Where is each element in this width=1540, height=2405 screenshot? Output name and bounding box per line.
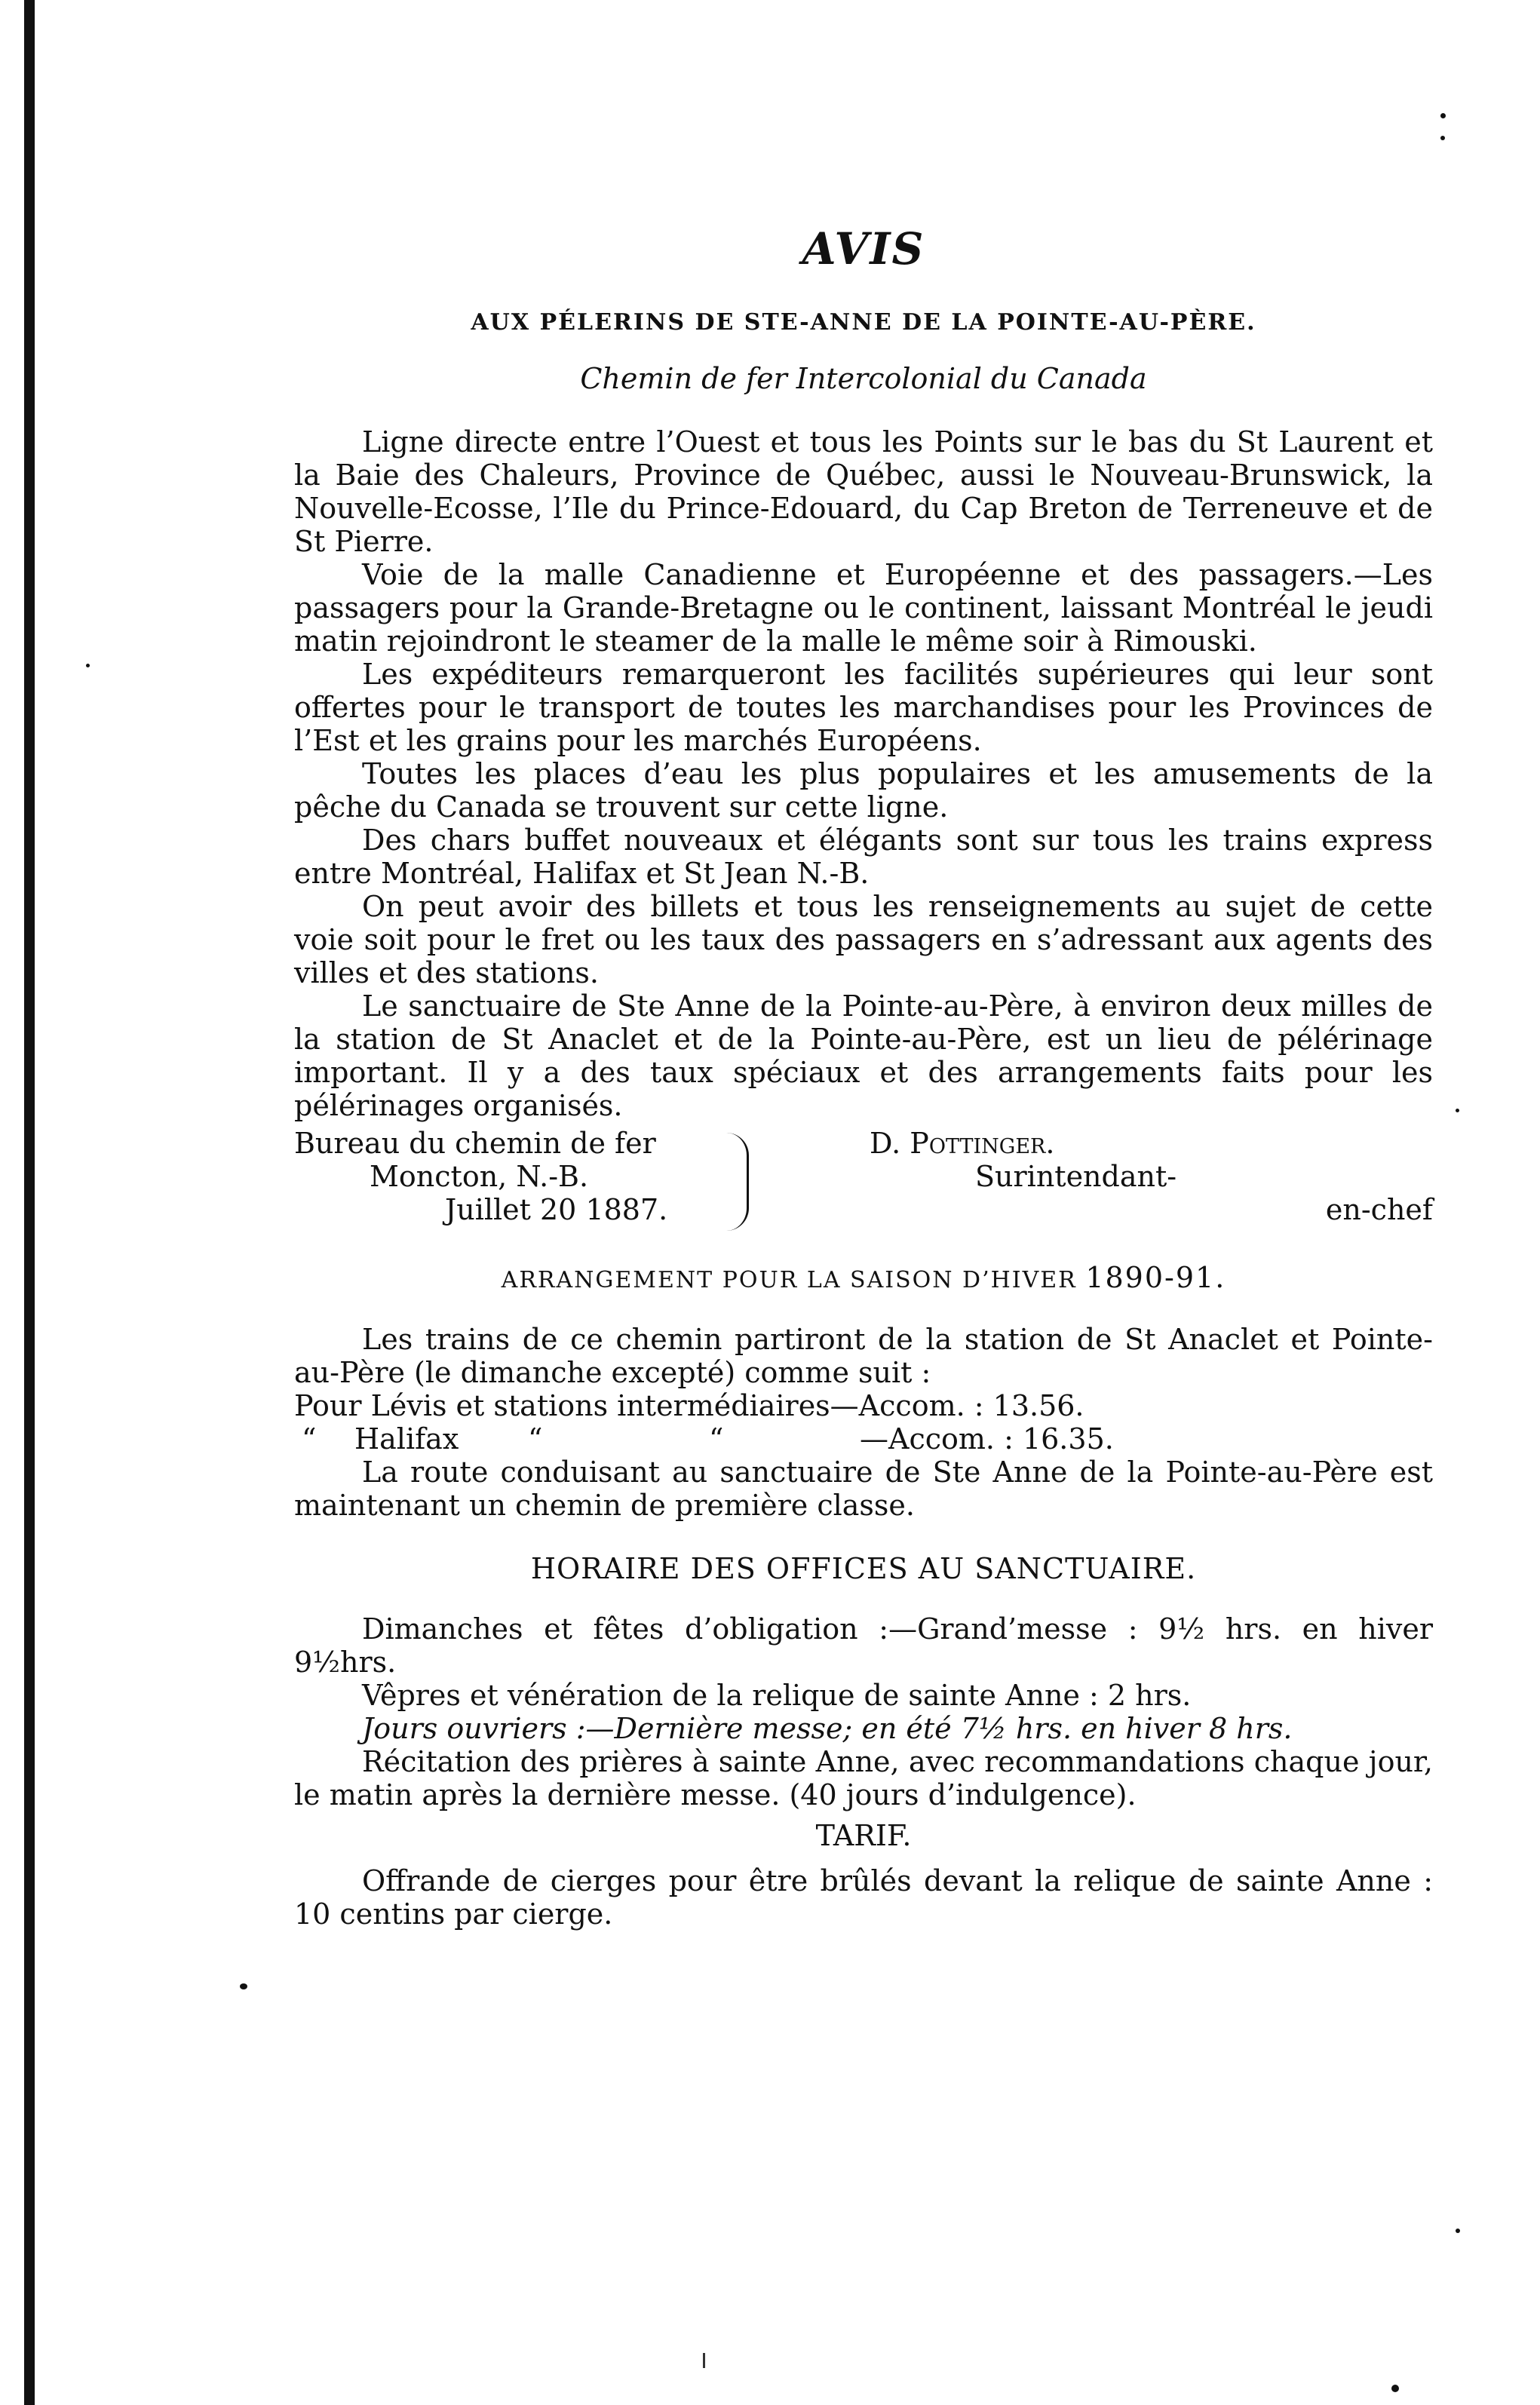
schedule-line bbox=[294, 1422, 1433, 1456]
arrangement-heading-text: ARRANGEMENT POUR LA SAISON D’HIVER bbox=[501, 1267, 1077, 1293]
paragraph: Le sanctuaire de Ste Anne de la Pointe-au-Père, à environ deux milles de la station de St Anaclet et de la Pointe-au-Père, est un lieu de pélérinage important. Il y a des taux spéciaux et des arrangements faits pour les pélérinages organisés. bbox=[294, 989, 1433, 1122]
schedule-line: Pour Lévis et stations intermédiaires—Accom. : 13.56. bbox=[294, 1389, 1084, 1422]
arrangement-intro: Les trains de ce chemin partiront de la station de St Anaclet et Pointe-au-Père (le dimanche excepté) comme suit : bbox=[294, 1323, 1433, 1389]
horaire-line: Jours ouvriers :—Dernière messe; en été 7½ hrs. en hiver 8 hrs. bbox=[362, 1712, 1293, 1745]
curly-brace bbox=[716, 1133, 749, 1231]
page-binding-edge bbox=[24, 0, 35, 2405]
road-note: La route conduisant au sanctuaire de Ste Anne de la Pointe-au-Père est maintenant un chemin de première classe. bbox=[294, 1456, 1433, 1522]
notice-subtitle: AUX PÉLERINS DE STE-ANNE DE LA POINTE-AU-PÈRE. bbox=[471, 309, 1256, 336]
horaire-line: Dimanches et fêtes d’obligation :—Grand’messe : 9½ hrs. en hiver 9½hrs. bbox=[294, 1612, 1433, 1679]
signature-office-line: Moncton, N.-B. bbox=[370, 1160, 589, 1193]
ditto-mark: “ bbox=[528, 1422, 543, 1456]
schedule-destination: Halifax bbox=[354, 1422, 459, 1456]
signature-name-line: D. Pottinger. bbox=[870, 1127, 1055, 1160]
tarif-heading: TARIF. bbox=[815, 1819, 912, 1852]
print-speck bbox=[1440, 113, 1446, 118]
arrangement-heading bbox=[294, 1261, 1433, 1297]
ditto-mark: “ bbox=[709, 1422, 724, 1456]
paragraph: Voie de la malle Canadienne et Européenne et des passagers.—Les passagers pour la Grande-Bretagne ou le continent, laissant Montréal le jeudi matin rejoindront le steamer de la malle le même soir à Rimouski. bbox=[294, 558, 1433, 658]
signature-office-line: Juillet 20 1887. bbox=[445, 1193, 668, 1226]
ditto-mark: “ bbox=[302, 1422, 317, 1456]
signature-block bbox=[294, 1127, 1433, 1231]
paragraph: Des chars buffet nouveaux et élégants sont sur tous les trains express entre Montréal, Halifax et St Jean N.-B. bbox=[294, 824, 1433, 890]
page-mark bbox=[703, 2353, 705, 2368]
signature-office-line: Bureau du chemin de fer bbox=[294, 1127, 656, 1160]
signature-name-line: Surintendant- bbox=[975, 1160, 1177, 1193]
paragraph: Ligne directe entre l’Ouest et tous les Points sur le bas du St Laurent et la Baie des Chaleurs, Province de Québec, aussi le Nouveau-Brunswick, la Nouvelle-Ecosse, l’Ile du Prince-Edouard, du Cap Breton de Terreneuve et de St Pierre. bbox=[294, 425, 1433, 558]
paragraph: Toutes les places d’eau les plus populaires et les amusements de la pêche du Canada se trouvent sur cette ligne. bbox=[294, 757, 1433, 824]
schedule-time: —Accom. : 16.35. bbox=[860, 1422, 1114, 1456]
print-speck bbox=[1440, 136, 1445, 140]
paragraph: Les expéditeurs remarqueront les facilités supérieures qui leur sont offertes pour le transport de toutes les marchandises pour les Provinces de l’Est et les grains pour les marchés Européens. bbox=[294, 658, 1433, 757]
signature-office bbox=[294, 1127, 716, 1231]
print-speck bbox=[1391, 2385, 1399, 2392]
horaire-line: Récitation des prières à sainte Anne, avec recommandations chaque jour, le matin après la dernière messe. (40 jours d’indulgence). bbox=[294, 1745, 1433, 1811]
horaire-heading: HORAIRE DES OFFICES AU SANCTUAIRE. bbox=[530, 1552, 1197, 1585]
page-title: AVIS bbox=[802, 223, 925, 275]
horaire-line: Vêpres et vénération de la relique de sainte Anne : 2 hrs. bbox=[362, 1679, 1192, 1712]
railway-name: Chemin de fer Intercolonial du Canada bbox=[580, 362, 1147, 395]
print-speck bbox=[1456, 2229, 1460, 2233]
print-speck bbox=[86, 664, 90, 667]
signature-name-line: en-chef bbox=[1325, 1193, 1433, 1226]
signature-name bbox=[749, 1127, 1433, 1231]
tarif-text: Offrande de cierges pour être brûlés devant la relique de sainte Anne : 10 centins par cierge. bbox=[294, 1864, 1433, 1931]
paragraph: On peut avoir des billets et tous les renseignements au sujet de cette voie soit pour le fret ou les taux des passagers en s’adressant aux agents des villes et des stations. bbox=[294, 890, 1433, 989]
arrangement-year: 1890-91. bbox=[1085, 1261, 1226, 1294]
notice-page bbox=[294, 181, 1433, 1931]
print-speck bbox=[1456, 1109, 1459, 1112]
print-speck bbox=[240, 1983, 247, 1989]
